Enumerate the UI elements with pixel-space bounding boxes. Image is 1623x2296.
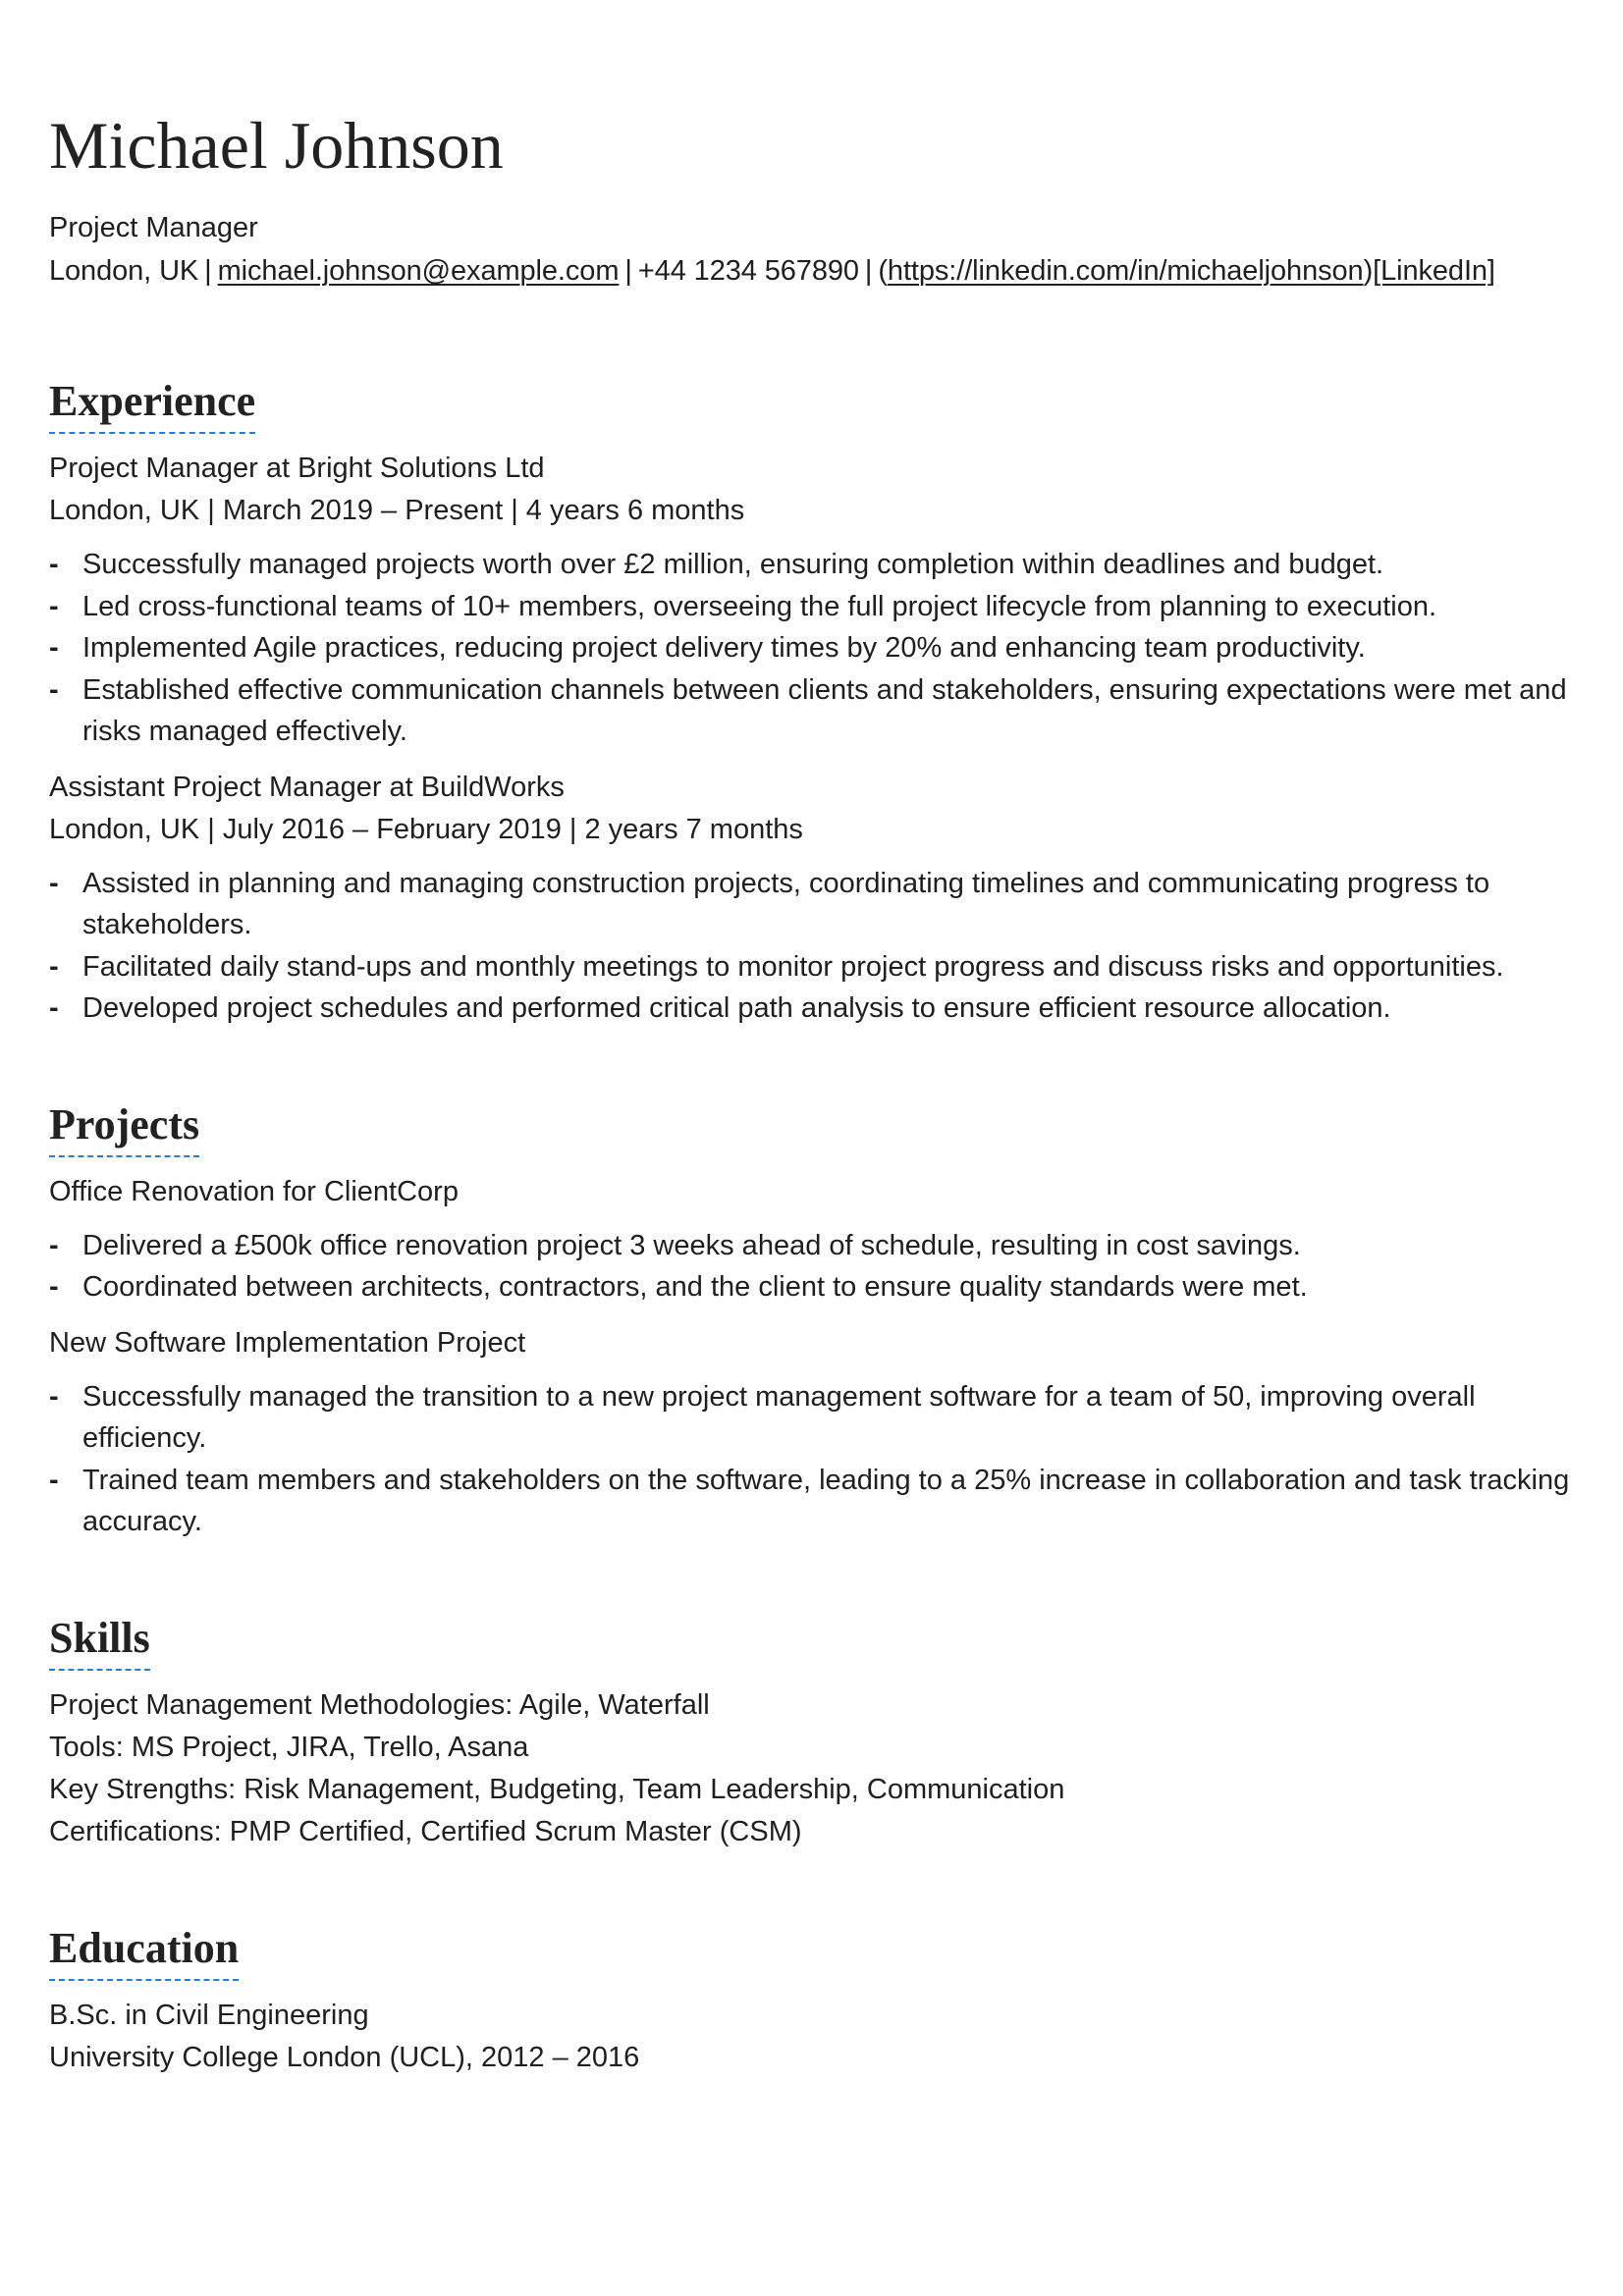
linkedin-close-paren: ) <box>1363 255 1374 287</box>
candidate-name: Michael Johnson <box>49 108 504 183</box>
bullet-item <box>49 946 1574 988</box>
contact-line <box>49 249 1574 293</box>
project-entry <box>49 1171 1574 1308</box>
bullet-text: Implemented Agile practices, reducing project delivery times by 20% and enhancing team productivity. <box>82 632 1366 664</box>
separator: | <box>204 255 212 287</box>
candidate-title: Project Manager <box>49 212 258 243</box>
bullet-marker: - <box>49 590 59 622</box>
bullet-marker: - <box>49 1464 59 1496</box>
skills-line: Project Management Methodologies: Agile, Waterfall <box>49 1688 710 1721</box>
bullet-item <box>49 1376 1574 1460</box>
bullet-item <box>49 1266 1574 1308</box>
bullet-marker: - <box>49 1380 59 1413</box>
bullet-text: Led cross-functional teams of 10+ members, overseeing the full project lifecycle from planning to execution. <box>82 590 1437 622</box>
job-entry <box>49 448 1574 753</box>
bullet-marker: - <box>49 950 59 983</box>
bullet-marker: - <box>49 867 59 899</box>
bullet-item <box>49 1460 1574 1543</box>
bullet-text: Facilitated daily stand-ups and monthly meetings to monitor project progress and discuss risks and opportunities. <box>82 950 1504 983</box>
bullet-marker: - <box>49 1271 59 1303</box>
linkedin-label-link[interactable]: [LinkedIn] <box>1373 255 1495 287</box>
section-title-projects: Projects <box>49 1098 199 1157</box>
skills-section <box>49 1612 1574 1853</box>
skills-line: Tools: MS Project, JIRA, Trello, Asana <box>49 1731 529 1763</box>
project-name: Office Renovation for ClientCorp <box>49 1175 459 1207</box>
school-text: University College London (UCL), 2012 – 2016 <box>49 2041 640 2073</box>
project-entry <box>49 1322 1574 1543</box>
bullet-item <box>49 863 1574 946</box>
job-role: Assistant Project Manager at BuildWorks <box>49 771 565 803</box>
skills-line: Key Strengths: Risk Management, Budgeting, Team Leadership, Communication <box>49 1773 1065 1805</box>
bullet-text: Trained team members and stakeholders on the software, leading to a 25% increase in collaboration and task tracking accuracy. <box>82 1464 1570 1537</box>
linkedin-open-paren: ( <box>878 255 888 287</box>
project-bullets <box>49 1376 1574 1543</box>
section-title-education: Education <box>49 1922 239 1981</box>
job-bullets <box>49 544 1574 753</box>
section-title-skills: Skills <box>49 1612 150 1671</box>
linkedin-url-link[interactable]: https://linkedin.com/in/michaeljohnson <box>887 255 1364 287</box>
bullet-text: Established effective communication channels between clients and stakeholders, ensuring expectations were met and risks managed effectively. <box>82 673 1567 747</box>
job-entry <box>49 767 1574 1030</box>
skills-line: Certifications: PMP Certified, Certified Scrum Master (CSM) <box>49 1815 802 1847</box>
bullet-text: Successfully managed the transition to a new project management software for a team of 50, improving overall efficiency. <box>82 1380 1476 1454</box>
location-text: London, UK <box>49 255 199 287</box>
job-meta: London, UK | July 2016 – February 2019 | 2 years 7 months <box>49 813 803 845</box>
bullet-item <box>49 669 1574 753</box>
bullet-text: Delivered a £500k office renovation project 3 weeks ahead of schedule, resulting in cost savings. <box>82 1229 1301 1261</box>
separator: | <box>624 255 632 287</box>
bullet-text: Coordinated between architects, contractors, and the client to ensure quality standards were met. <box>82 1271 1308 1303</box>
bullet-text: Assisted in planning and managing construction projects, coordinating timelines and communicating progress to stakeholders. <box>82 867 1490 940</box>
email-link[interactable]: michael.johnson@example.com <box>217 255 620 287</box>
section-title-experience: Experience <box>49 375 255 434</box>
project-bullets <box>49 1225 1574 1308</box>
bullet-item <box>49 1225 1574 1267</box>
degree-text: B.Sc. in Civil Engineering <box>49 1999 369 2031</box>
bullet-marker: - <box>49 673 59 706</box>
bullet-marker: - <box>49 1229 59 1261</box>
separator: | <box>864 255 873 287</box>
job-role: Project Manager at Bright Solutions Ltd <box>49 453 545 484</box>
projects-section <box>49 1098 1574 1543</box>
bullet-text: Developed project schedules and performed critical path analysis to ensure efficient resource allocation. <box>82 992 1391 1024</box>
job-bullets <box>49 863 1574 1030</box>
bullet-item <box>49 544 1574 586</box>
bullet-marker: - <box>49 549 59 580</box>
phone-text: +44 1234 567890 <box>637 255 859 287</box>
experience-section <box>49 375 1574 1030</box>
bullet-text: Successfully managed projects worth over £2 million, ensuring completion within deadlines and budget. <box>82 549 1384 580</box>
bullet-item <box>49 988 1574 1030</box>
bullet-item <box>49 586 1574 628</box>
job-meta: London, UK | March 2019 – Present | 4 years 6 months <box>49 495 745 526</box>
bullet-item <box>49 627 1574 669</box>
project-name: New Software Implementation Project <box>49 1326 526 1359</box>
bullet-marker: - <box>49 992 59 1024</box>
education-section <box>49 1922 1574 2079</box>
bullet-marker: - <box>49 632 59 664</box>
